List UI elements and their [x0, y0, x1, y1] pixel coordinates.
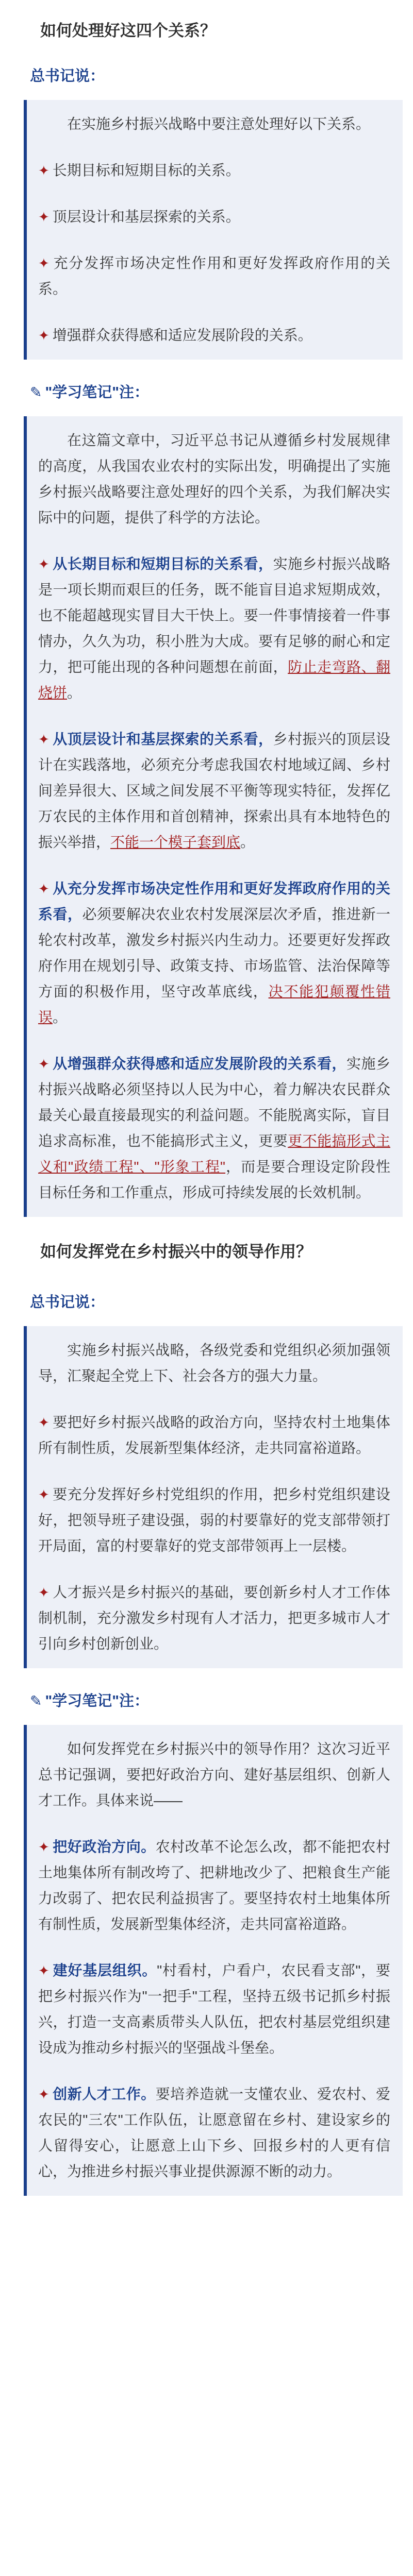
section-title: 如何处理好这四个关系？: [40, 22, 216, 40]
list-item: ✦ 充分发挥市场决定性作用和更好发挥政府作用的关系。: [27, 250, 403, 302]
diamond-icon: ✦: [38, 163, 49, 178]
list-item: ✦ 要充分发挥好乡村党组织的作用，把乡村党组织建设好，把领导班子建设强，弱的村要靠好的党支部带领打开局面，富的村要靠好的党支部带领再上一层楼。: [27, 1482, 403, 1559]
diamond-icon: ✦: [38, 1963, 49, 1978]
diamond-icon: ✦: [38, 1056, 49, 1072]
list-item: ✦ 增强群众获得感和适应发展阶段的关系。: [27, 323, 403, 348]
remarks-intro: 在实施乡村振兴战略中要注意处理好以下关系。: [67, 116, 371, 132]
remarks-label: 总书记说：: [30, 1294, 105, 1311]
notes-paragraph: ✦ 从增强群众获得感和适应发展阶段的关系看，实施乡村振兴战略必须坚持以人民为中心，着力解决农民群众最关心最直接最现实的利益问题。不能脱离实际，盲目追求高标准，也不能搞形式主义，更要更不能搞形式主义和"政绩工程"、"形象工程"，而是要合理设定阶段性目标任务和工作重点，形成可持续发展的长效机制。: [27, 1051, 403, 1206]
remarks-box: [24, 100, 403, 360]
remarks-label: 总书记说：: [30, 68, 105, 84]
notes-label: ✎ "学习笔记"注：: [0, 382, 413, 403]
diamond-icon: ✦: [38, 556, 49, 572]
list-item: ✦ 人才振兴是乡村振兴的基础，要创新乡村人才工作体制机制，充分激发乡村现有人才活力，把更多城市人才引向乡村创新创业。: [27, 1580, 403, 1657]
notes-paragraph: ✦ 把好政治方向。农村改革不论怎么改，都不能把农村土地集体所有制改垮了、把耕地改少了、把粮食生产能力改弱了、把农民利益损害了。要坚持农村土地集体所有制性质，发展新型集体经济，走共同富裕道路。: [27, 1834, 403, 1937]
section-title: 如何发挥党在乡村振兴中的领导作用？: [40, 1243, 312, 1261]
pencil-icon: ✎: [30, 1693, 42, 1709]
notes-box: [24, 416, 403, 1217]
notes-label: ✎ "学习笔记"注：: [0, 1691, 413, 1711]
notes-intro: 在这篇文章中，习近平总书记从遵循乡村发展规律的高度，从我国农业农村的实际出发，明确提出了实施乡村振兴战略要注意处理好的四个关系，为我们解决实际中的问题，提供了科学的方法论。: [38, 432, 390, 526]
list-item: ✦ 要把好乡村振兴战略的政治方向，坚持农村土地集体所有制性质，发展新型集体经济，走共同富裕道路。: [27, 1410, 403, 1461]
list-item: ✦ 长期目标和短期目标的关系。: [27, 158, 403, 183]
notes-paragraph: ✦ 创新人才工作。要培养造就一支懂农业、爱农村、爱农民的"三农"工作队伍，让愿意留在乡村、建设家乡的人留得安心，让愿意上山下乡、回报乡村的人更有信心，为推进乡村振兴事业提供源源不断的动力。: [27, 2081, 403, 2184]
notes-paragraph: ✦ 建好基层组织。"村看村，户看户，农民看支部"，要把乡村振兴作为"一把手"工程，坚持五级书记抓乡村振兴，打造一支高素质带头人队伍，把农村基层党组织建设成为推动乡村振兴的坚强战斗堡垒。: [27, 1958, 403, 2061]
diamond-icon: ✦: [38, 881, 49, 896]
notes-paragraph: ✦ 从顶层设计和基层探索的关系看，乡村振兴的顶层设计在实践落地，必须充分考虑我国农村地域辽阔、乡村间差异很大、区域之间发展不平衡等现实特征，发挥亿万农民的主体作用和首创精神，探索出具有本地特色的振兴举措，不能一个模子套到底。: [27, 726, 403, 855]
notes-paragraph: ✦ 从充分发挥市场决定性作用和更好发挥政府作用的关系看，必须要解决农业农村发展深层次矛盾，推进新一轮农村改革，激发乡村振兴内生动力。还要更好发挥政府作用在规划引导、政策支持、市场监管、法治保障等方面的积极作用，坚守改革底线，决不能犯颠覆性错误。: [27, 876, 403, 1030]
diamond-icon: ✦: [38, 732, 49, 747]
list-item: ✦ 顶层设计和基层探索的关系。: [27, 204, 403, 230]
remarks-intro: 实施乡村振兴战略，各级党委和党组织必须加强领导，汇聚起全党上下、社会各方的强大力量。: [38, 1342, 390, 1384]
diamond-icon: ✦: [38, 1487, 49, 1502]
remarks-box: [24, 1326, 403, 1668]
pencil-icon: ✎: [30, 384, 42, 400]
diamond-icon: ✦: [38, 328, 49, 343]
notes-paragraph: ✦ 从长期目标和短期目标的关系看，实施乡村振兴战略是一项长期而艰巨的任务，既不能盲目追求短期成效，也不能超越现实冒目大干快上。要一件事情接着一件事情办，久久为功，积小胜为大成。要有足够的耐心和定力，把可能出现的各种问题想在前面，防止走弯路、翻烧饼。: [27, 551, 403, 706]
diamond-icon: ✦: [38, 1585, 49, 1600]
diamond-icon: ✦: [38, 209, 49, 225]
diamond-icon: ✦: [38, 1839, 49, 1855]
diamond-icon: ✦: [38, 1415, 49, 1430]
diamond-icon: ✦: [38, 256, 49, 271]
diamond-icon: ✦: [38, 2087, 49, 2102]
notes-box: [24, 1725, 403, 2196]
notes-intro: 如何发挥党在乡村振兴中的领导作用？这次习近平总书记强调，要把好政治方向、建好基层组织、创新人才工作。具体来说——: [38, 1741, 390, 1808]
